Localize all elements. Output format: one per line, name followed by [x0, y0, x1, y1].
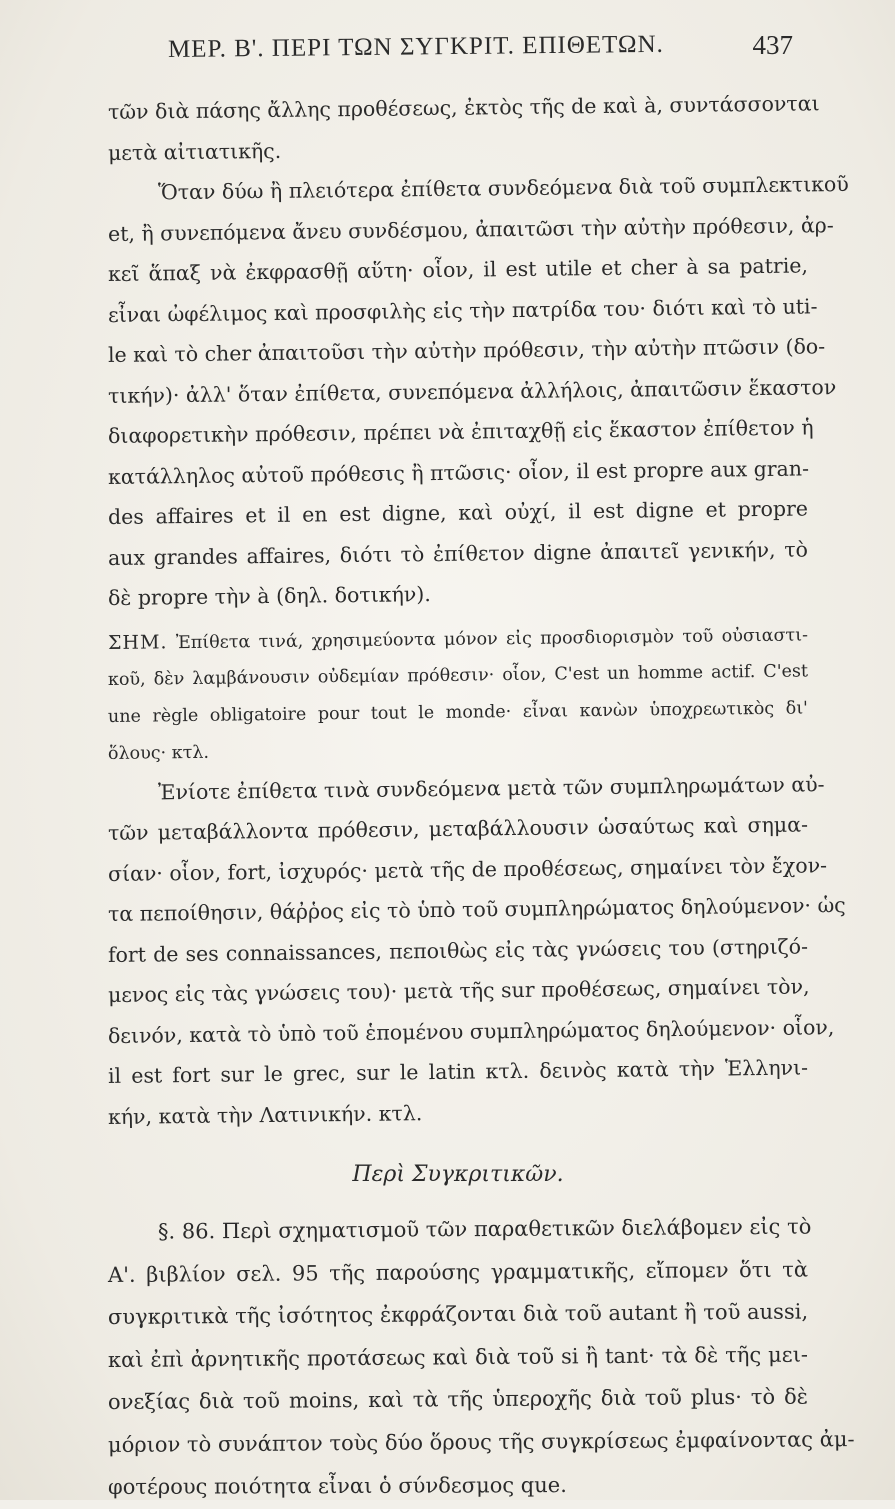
text-line: τα πεποίθησιν, θάῤῥος εἰς τὸ ὑπὸ τοῦ συμπληρώματος δηλούμενον· ὡς — [107, 892, 846, 926]
text-line: μενος εἰς τὰς γνώσεις του)· μετὰ τῆς sur προθέσεως, σημαίνει τὸν, — [107, 974, 810, 1007]
note-label: ΣΗΜ. — [107, 630, 168, 654]
text-line: Ἐνίοτε ἐπίθετα τινὰ συνδεόμενα μετὰ τῶν συμπληρωμάτων αὐ- — [157, 771, 825, 804]
text-line: κεῖ ἅπαξ νὰ ἐκφρασθῇ αὕτη· οἷον, il est utile et cher à sa patrie, — [107, 253, 809, 286]
text-line: §. 86. Περὶ σχηματισμοῦ τῶν παραθετικῶν διελάβομεν εἰς τὸ — [157, 1214, 812, 1244]
text-line: κοῦ, δὲν λαμβάνουσιν οὐδεμίαν πρόθεσιν· οἷον, C'est un homme actif. C'est — [107, 660, 809, 690]
page-header — [168, 30, 793, 70]
text-line: une règle obligatoire pour tout le monde· εἶναι κανὼν ὑποχρεωτικὸς δι' — [107, 697, 809, 727]
text-line: il est fort sur le grec, sur le latin κτλ. δεινὸς κατὰ τὴν Ἑλληνι- — [107, 1055, 809, 1088]
paragraph-4 — [107, 1211, 855, 1509]
text-line: σίαν· οἷον, fort, ἰσχυρός· μετὰ τῆς de προθέσεως, σημαίνει τὸν ἔχον- — [107, 852, 828, 886]
running-head: ΜΕΡ. Β'. ΠΕΡΙ ΤΩΝ ΣΥΓΚΡΙΤ. ΕΠΙΘΕΤΩΝ. — [167, 30, 664, 63]
text-line: τῶν μεταβάλλοντα πρόθεσιν, μεταβάλλουσιν ὡσαύτως καὶ σημα- — [107, 812, 809, 845]
text-line: Α'. βιβλίον σελ. 95 τῆς παρούσης γραμματικῆς, εἴπομεν ὅτι τὰ — [107, 1257, 809, 1287]
paragraph-3 — [107, 771, 846, 1138]
text-line: aux grandes affaires, διότι τὸ ἐπίθετον digne ἀπαιτεῖ γενικήν, τὸ — [107, 536, 809, 570]
text-line: κήν, κατὰ τὴν Λατινικήν. κτλ. — [107, 1100, 423, 1129]
text-line: et, ἢ συνεπόμενα ἄνευ συνδέσμου, ἀπαιτῶσι τὴν αὐτὴν πρόθεσιν, ἀρ- — [107, 212, 834, 246]
text-line: φοτέρους ποιότητα εἶναι ὁ σύνδεσμος que. — [107, 1472, 567, 1499]
body-text — [107, 91, 855, 1509]
section-title: Περὶ Συγκριτικῶν. — [352, 1162, 564, 1187]
text-line: μετὰ αἰτιατικῆς. — [107, 138, 282, 165]
text-line: κατάλληλος αὐτοῦ πρόθεσις ἢ πτῶσις· οἷον, il est propre aux gran- — [107, 455, 810, 489]
page-number: 437 — [752, 30, 793, 60]
text-line: μόριον τὸ συνάπτον τοὺς δύο ὅρους τῆς συγκρίσεως ἐμφαίνοντας ἀμ- — [107, 1426, 855, 1457]
text-line: ὅλους· κτλ. — [107, 742, 210, 764]
text-line: ονεξίας διὰ τοῦ moins, καὶ τὰ τῆς ὑπεροχῆς διὰ τοῦ plus· τὸ δὲ — [107, 1384, 809, 1414]
text-line: καὶ ἐπὶ ἀρνητικῆς προτάσεως καὶ διὰ τοῦ si ἢ tant· τὰ δὲ τῆς μει- — [107, 1342, 809, 1372]
text-line: δεινόν, κατὰ τὸ ὑπὸ τοῦ ἑπομένου συμπληρώματος δηλούμενον· οἷον, — [107, 1014, 835, 1048]
paragraph-2 — [107, 171, 849, 619]
text-line: διαφορετικὴν πρόθεσιν, πρέπει νὰ ἐπιταχθῇ εἰς ἕκαστον ἐπίθετον ἡ — [107, 415, 814, 448]
text-line: εἶναι ὠφέλιμος καὶ προσφιλὴς εἰς τὴν πατρίδα του· διότι καὶ τὸ uti- — [107, 293, 818, 327]
text-line: τῶν διὰ πάσης ἄλλης προθέσεως, ἐκτὸς τῆς de καὶ à, συντάσσονται — [107, 91, 820, 124]
text-line: Ὅταν δύω ἢ πλειότερα ἐπίθετα συνδεόμενα διὰ τοῦ συμπλεκτικοῦ — [157, 171, 849, 205]
note-block — [108, 625, 808, 773]
paragraph-1 — [107, 91, 820, 173]
text-line: δὲ propre τὴν à (δηλ. δοτικήν). — [107, 582, 431, 610]
text-line: le καὶ τὸ cher ἀπαιτοῦσι τὴν αὐτὴν πρόθεσιν, τὴν αὐτὴν πτῶσιν (δο- — [107, 334, 826, 367]
text-line: fort de ses connaissances, πεποιθὼς εἰς τὰς γνώσεις του (στηριζό- — [107, 933, 809, 967]
text-line: des affaires et il en est digne, καὶ οὐχί, il est digne et propre — [107, 496, 809, 529]
text-line: συγκριτικὰ τῆς ἰσότητος ἐκφράζονται διὰ τοῦ autant ἢ τοῦ aussi, — [107, 1299, 809, 1329]
note-text: Ἐπίθετα τινά, χρησιμεύοντα μόνον εἰς προσδιορισμὸν τοῦ οὐσιαστι- — [175, 624, 809, 653]
text-line: τικήν)· ἀλλ' ὅταν ἐπίθετα, συνεπόμενα ἀλλήλοις, ἀπαιτῶσιν ἕκαστον — [107, 374, 837, 408]
